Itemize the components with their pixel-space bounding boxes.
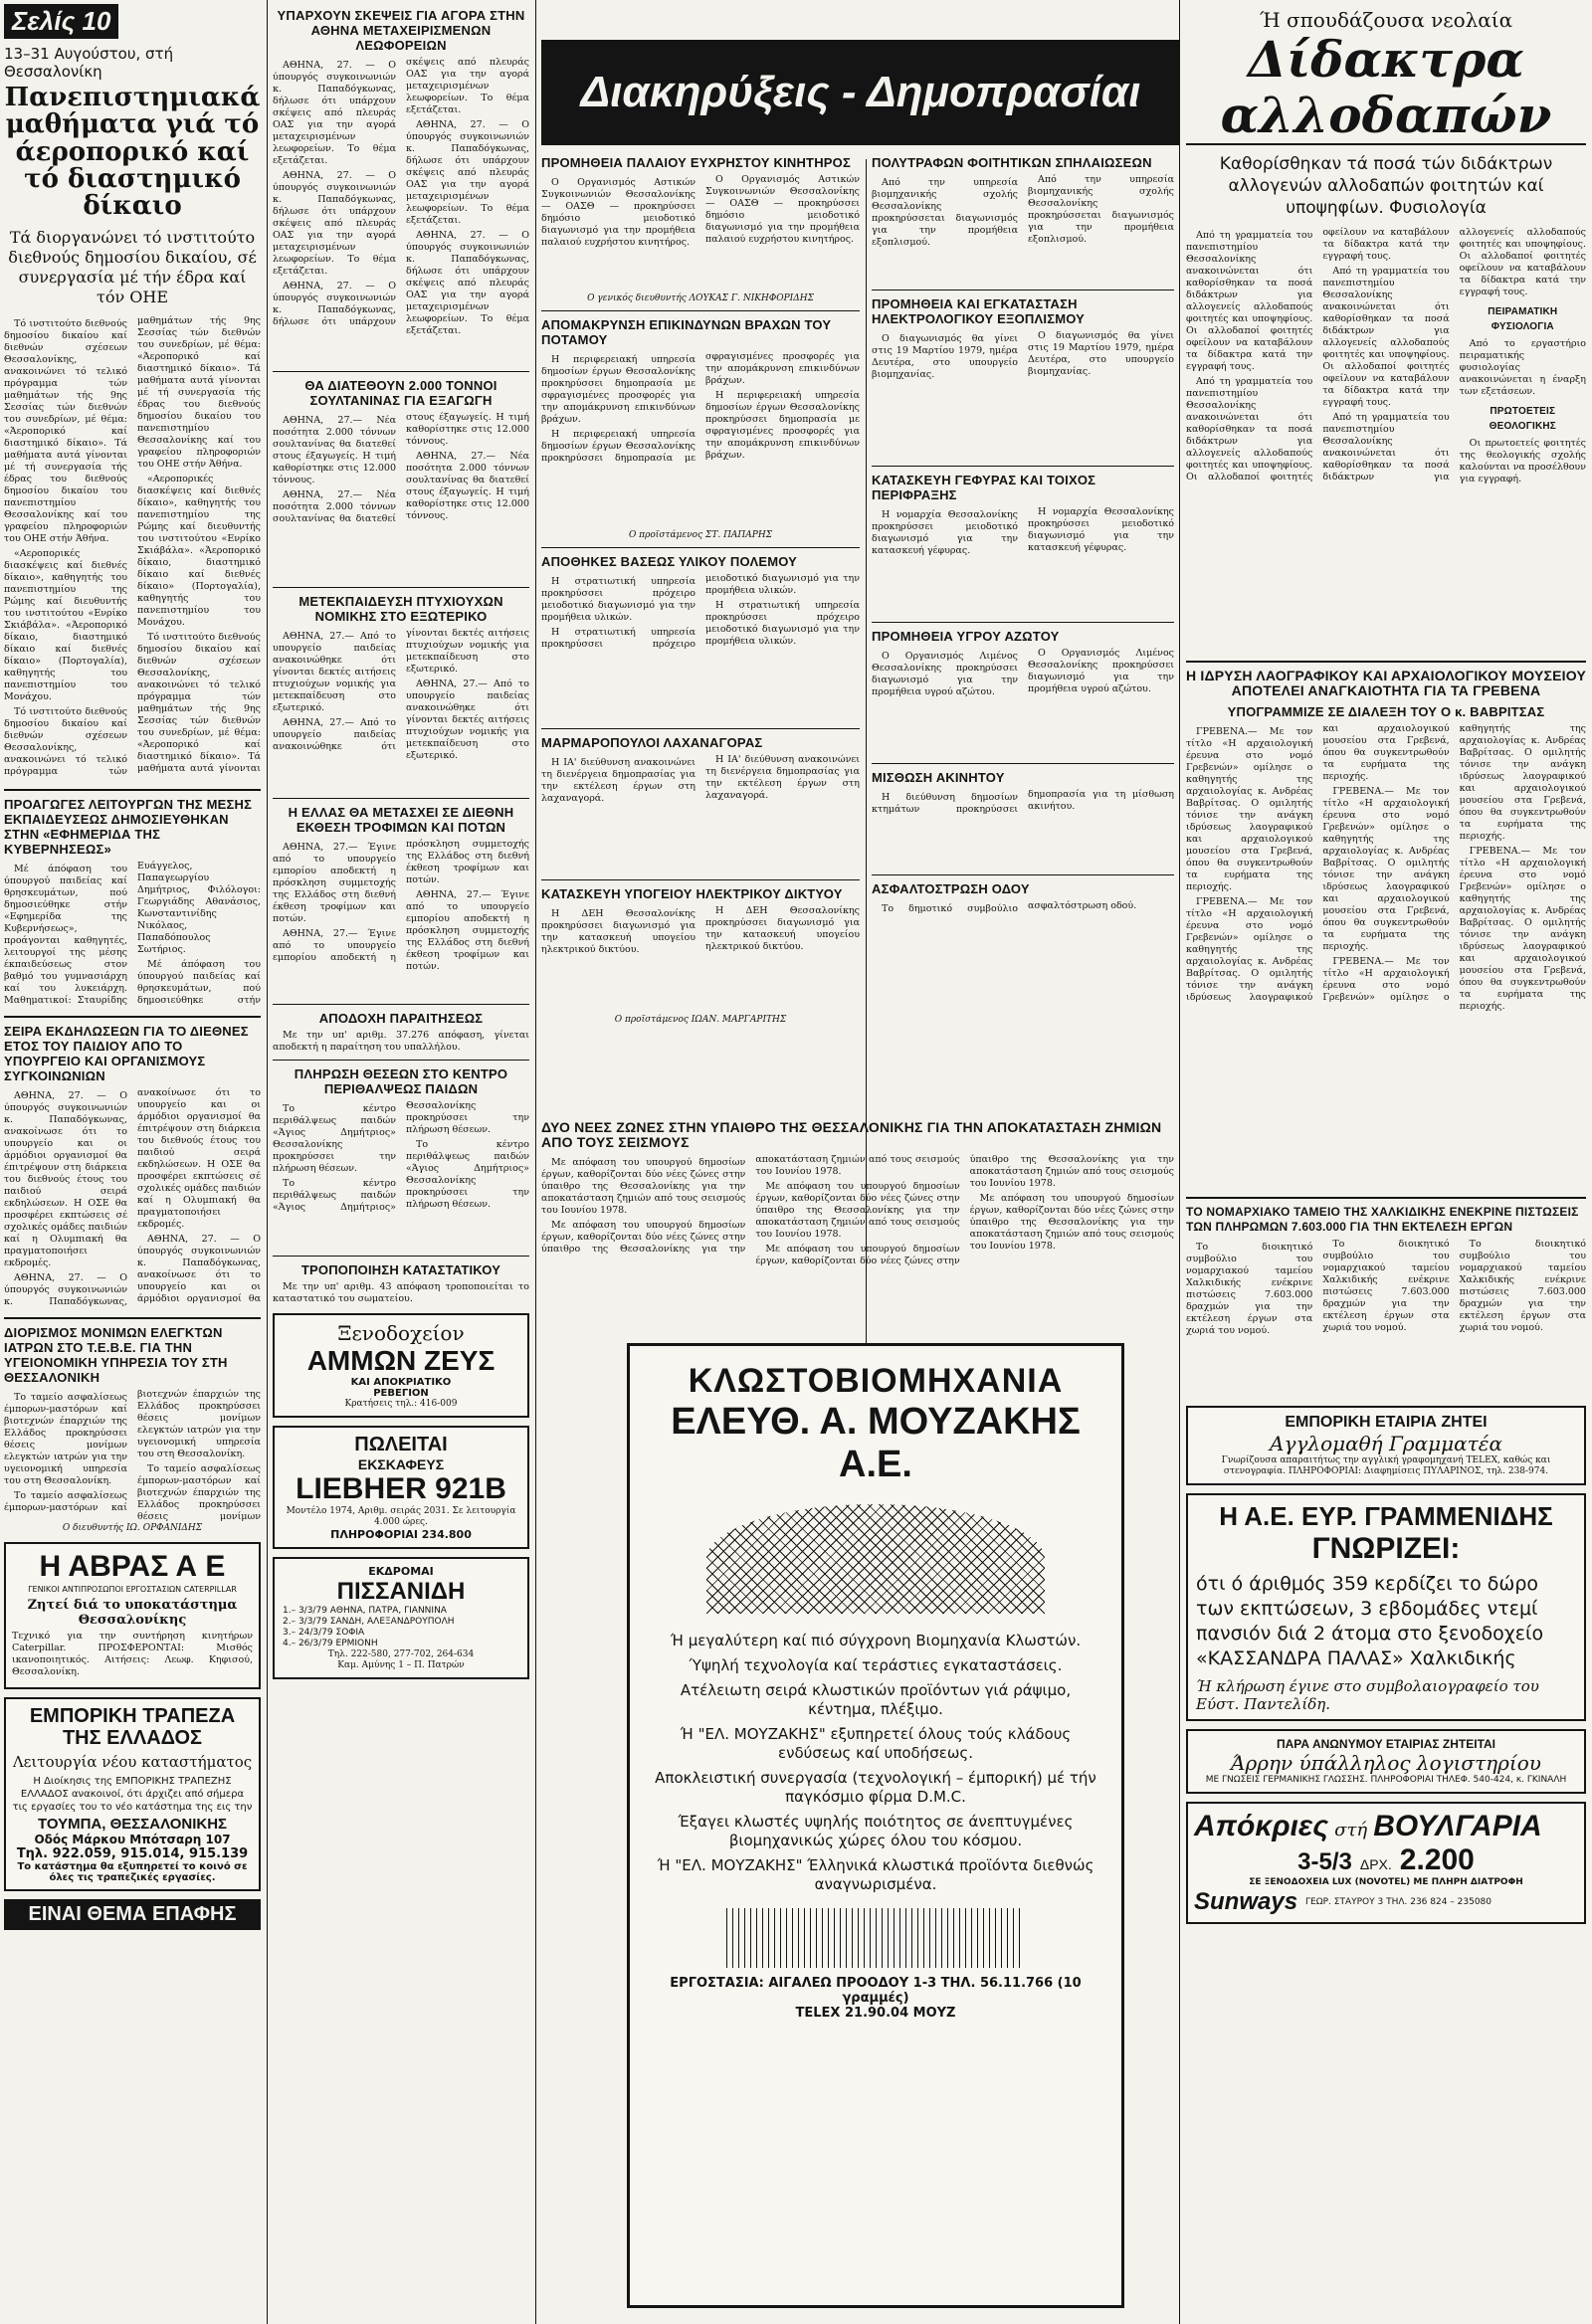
ad-hotel-sub2: ΡΕΒΕΓΙΟΝ (373, 1388, 429, 1399)
paragraph: ΑΘΗΝΑ, 27. — Ο ύπουργός συγκοινωνιών κ. Παπαδόγκωνας, ανακοίνωσε ότι το υπουργείο και οι άρμόδιοι οργανισμοί θα έπιτρέψουν στη διάρκεια του διεθνούς έτους του παιδιού σειρά εκδηλώσεων. Η ΟΣΕ θα προσφέρει εκπτώσεις σέ σχολικές ομάδες παιδιών καί η Ολυμπιακή θα πραγματοποιήσει εκδρομές. (4, 1087, 261, 1308)
tender-heading: ΑΠΟΘΗΚΕΣ ΒΑΣΕΩΣ ΥΛΙΚΟΥ ΠΟΛΕΜΟΥ (541, 554, 798, 569)
ad-hotel-ammon (273, 1313, 529, 1418)
paragraph: ΑΘΗΝΑ, 27. — Ο ύπουργός συγκοινωνιών κ. Παπαδόγκωνας, ανακοίνωσε ότι το υπουργείο και οι άρμόδιοι οργανισμοί θα έπιτρέψουν στη διάρκεια του διεθνούς έτους του παιδιού σειρά εκδηλώσεων. Η ΟΣΕ θα προσφέρει εκπτώσεις σέ σχολικές ομάδες παιδιών καί η Ολυμπιακή θα πραγματοποιήσει εκδρομές. (4, 1090, 127, 1269)
ad-accountant (1186, 1729, 1586, 1794)
paragraph: Η ΔΕΗ Θεσσαλονίκης προκηρύσσει διαγωνισμό για την κατασκευή υπογείου ηλεκτρικού δικτύου. (705, 905, 860, 952)
paragraph: Η νομαρχία Θεσσαλονίκης προκηρύσσει μειοδοτικό διαγωνισμό για την κατασκευή γέφυρας. (872, 509, 1018, 556)
paragraph: Από τη γραμματεία του πανεπιστημίου Θεσσαλονίκης ανακοινώνεται ότι καθορίσθηκαν τα ποσά διδάκτρων για αλλογενείς αλλοδαπούς φοιτητές και υποψηφίους. Οι αλλοδαποί φοιτητές οφείλουν να καταβάλουν τα δίδακτρα κατά την εγγραφή τους. (1322, 227, 1586, 483)
ad-mouzakis-title1: ΚΛΩΣΤΟΒΙΟΜΗΧΑΝΙΑ (688, 1362, 1064, 1400)
tender-heading: ΚΑΤΑΣΚΕΥΗ ΓΕΦΥΡΑΣ ΚΑΙ ΤΟΙΧΟΣ ΠΕΡΙΦΡΑΞΗΣ (872, 473, 1096, 502)
article-resignation-body: Με την υπ' αριθμ. 37.276 απόφαση, γίνεται αποδεκτή η παραίτηση του υπαλλήλου. (273, 1030, 529, 1053)
bullet-item: Ύψηλή τεχνολογία καί τεράστιες εγκαταστάσεις. (689, 1656, 1063, 1674)
ad-accountant-text: ΜΕ ΓΝΩΣΕΙΣ ΓΕΡΜΑΝΙΚΗΣ ΓΛΩΣΣΗΣ. ΠΛΗΡΟΦΟΡΙΑΙ ΤΗΛΕΦ. 540-424, κ. ΓΚΙΝΑΛΗ (1205, 1775, 1567, 1785)
ad-mouzakis (627, 1343, 1124, 2308)
tender-heading: ΚΑΤΑΣΚΕΥΗ ΥΠΟΓΕΙΟΥ ΗΛΕΚΤΡΙΚΟΥ ΔΙΚΤΥΟΥ (541, 886, 843, 901)
ad-bulgaria-contact: ΓΕΩΡ. ΣΤΑΥΡΟΥ 3 ΤΗΛ. 236 824 – 235080 (1305, 1896, 1492, 1907)
ad-secretary (1186, 1406, 1586, 1485)
tender-heading: ΠΡΟΜΗΘΕΙΑ ΚΑΙ ΕΓΚΑΤΑΣΤΑΣΗ ΗΛΕΚΤΡΟΛΟΓΙΚΟΥ ΕΞΟΠΛΙΣΜΟΥ (872, 296, 1086, 326)
paragraph: ΓΡΕΒΕΝΑ.— Με τον τίτλο «Η αρχαιολογική έρευνα στο νομό Γρεβενών» ομίλησε ο καθηγητής της αρχαιολογίας κ. Ανδρέας Βαβρίτσας. Ο ομιλητής τόνισε την ανάγκη ιδρύσεως λαογραφικού και αρχαιολογικού μουσείου στα Γρεβενά, όπου θα συγκεντρωθούν τα ευρήματα της περιοχής. (1322, 786, 1450, 952)
paragraph: Από την υπηρεσία βιομηχανικής σχολής Θεσσαλονίκης προκηρύσσεται διαγωνισμός για την προμήθεια εξοπλισμού. (872, 177, 1018, 248)
paragraph: Ο διαγωνισμός θα γίνει στις 19 Μαρτίου 1979, ημέρα Δευτέρα, στο υπουργείο βιομηχανίας. (872, 333, 1018, 380)
article-sultanina-body (273, 412, 529, 581)
ad-avras-title: Η ΑΒΡΑΣ Α Ε (39, 1550, 226, 1584)
paragraph: Με απόφαση του υπουργού δημοσίων έργων, καθορίζονται δύο νέες ζώνες στην ύπαιθρο της Θεσσαλονίκης για την αποκατάσταση ζημιών από τους σεισμούς του Ιουνίου 1978. (541, 1154, 960, 1255)
paragraph: Το διοικητικό συμβούλιο του νομαρχιακού ταμείου Χαλκιδικής ενέκρινε πιστώσεις 7.603.000 δραχμών για την εκτέλεση έργων στα χωριά του νομού. (1459, 1239, 1586, 1333)
ad-bank-sub: Λειτουργία νέου καταστήματος (12, 1753, 253, 1772)
paragraph: ΑΘΗΝΑ, 27. — Ο ύπουργός συγκοινωνιών κ. Παπαδόγκωνας, δήλωσε ότι υπάρχουν σκέψεις από πλευράς ΟΑΣ για την αγορά μεταχειρισμένων λεωφορείων. Το θέμα εξετάζεται. (273, 60, 396, 166)
ad-grammenidis-closing: Ή κλήρωση έγινε στο συμβολαιογραφείο του Εύστ. Παντελίδη. (1196, 1677, 1539, 1713)
tender-signature: Ο προϊστάμενος ΣΤ. ΠΑΠΑΡΗΣ (628, 530, 773, 540)
paragraph: Η περιφερειακή υπηρεσία δημοσίων έργων Θεσσαλονίκης προκηρύσσει δημοπρασία με σφραγισμένες προσφορές για την απομάκρυνση επικινδύνων βράχων. (705, 390, 860, 461)
article-earthquake-body (541, 1154, 1174, 1323)
page-number-label: Σελίς 10 (4, 4, 118, 39)
ad-bulgaria-price: 2.200 (1399, 1843, 1475, 1876)
tender-body (872, 330, 1174, 460)
paragraph: Με απόφαση του υπουργού δημοσίων έργων, καθορίζονται δύο νέες ζώνες στην ύπαιθρο της Θεσσαλονίκης για την αποκατάσταση ζημιών από τους σεισμούς του Ιουνίου 1978. (755, 1154, 1174, 1266)
paragraph: Η ΙΑ' διεύθυνση ανακοινώνει τη διενέργεια δημοπρασίας για την εκτέλεση έργων στη λαχαναγορά. (541, 757, 696, 804)
tender-heading: ΠΟΛΥΤΡΑΦΩΝ ΦΟΙΤΗΤΙΚΩΝ ΣΠΗΛΑΙΩΣΕΩΝ (872, 155, 1152, 170)
ad-trips-title: ΕΚΔΡΟΜΑΙ (368, 1565, 434, 1578)
paragraph: Με απόφαση του υπουργού δημοσίων έργων, καθορίζονται δύο νέες ζώνες στην ύπαιθρο της Θεσσαλονίκης για την αποκατάσταση ζημιών από τους σεισμούς του Ιουνίου 1978. (541, 1157, 746, 1216)
paragraph: ΑΘΗΝΑ, 27.— Νέα ποσότητα 2.000 τόννων σουλτανίνας θα διατεθεί στους έξαγωγείς. Η τιμή καθορίστηκε στις 12.000 τόννους. (273, 412, 529, 524)
paragraph: Από τη γραμματεία του πανεπιστημίου Θεσσαλονίκης ανακοινώνεται ότι καθορίσθηκαν τα ποσά διδάκτρων για αλλογενείς αλλοδαπούς φοιτητές και υποψηφίους. Οι αλλοδαποί φοιτητές οφείλουν να καταβάλουν τα δίδακτρα κατά την εγγραφή τους. (1186, 230, 1313, 372)
headline-food-expo: Η ΕΛΛΑΣ ΘΑ ΜΕΤΑΣΧΕΙ ΣΕ ΔΙΕΘΝΗ ΕΚΘΕΣΗ ΤΡΟΦΙΜΩΝ ΚΑΙ ΠΟΤΩΝ (288, 805, 514, 835)
paragraph: Το ταμείο ασφαλίσεως έμπορων-μαστόρων καί βιοτεχνών έπαρχιών της Ελλάδος προκηρύσσει θέσεις μονίμων ελεγκτών ιατρών για την υγειονομική υπηρεσία του στη Θεσσαλονίκη. (4, 1392, 127, 1487)
ad-excavator-title: ΠΩΛΕΙΤΑΙ (354, 1434, 448, 1455)
ad-bulgaria-text: ΣΕ ΞΕΝΟΔΟΧΕΙΑ LUX (NOVOTEL) ΜΕ ΠΛΗΡΗ ΔΙΑΤΡΟΦΗ (1249, 1877, 1523, 1887)
column-4 (872, 149, 1174, 915)
ad-bulgaria-footer (1194, 1888, 1578, 1916)
paragraph: Το κέντρο περιθάλψεως παιδών «Άγιος Δημήτριος» Θεσσαλονίκης προκηρύσσει την πλήρωση θέσεων. (406, 1139, 529, 1210)
paragraph: Η ΙΑ' διεύθυνση ανακοινώνει τη διενέργεια δημοπρασίας για την εκτέλεση έργων στη λαχαναγορά. (705, 754, 860, 801)
article-museum-body (1186, 723, 1586, 1191)
article-buses-body (273, 57, 529, 365)
ad-excavator (273, 1426, 529, 1549)
bullet-item: Αποκλειστική συνεργασία (τεχνολογική – έμπορική) μέ τήν παγκόσμιο φίρμα D.M.C. (655, 1769, 1096, 1806)
page-header (4, 4, 261, 39)
paragraph: Η διεύθυνση δημοσίων κτημάτων προκηρύσσει δημοπρασία για τη μίσθωση ακινήτου. (872, 789, 1174, 815)
headline-tuition: Δίδακτρα αλλοδαπών (1186, 32, 1586, 145)
ad-trips-phone: Τηλ. 222-580, 277-702, 264-634 (327, 1649, 475, 1659)
headline-statute: ΤΡΟΠΟΠΟΙΗΣΗ ΚΑΤΑΣΤΑΤΙΚΟΥ (300, 1262, 501, 1277)
tender-heading: ΠΡΟΜΗΘΕΙΑ ΥΓΡΟΥ ΑΖΩΤΟΥ (872, 629, 1060, 644)
headline-promotions: ΠΡΟΑΓΩΓΕΣ ΛΕΙΤΟΥΡΓΩΝ ΤΗΣ ΜΕΣΗΣ ΕΚΠΑΙΔΕΥΣΕΩΣ ΔΗΜΟΣΙΕΥΘΗΚΑΝ ΣΤΗΝ «ΕΦΗΜΕΡΙΔΑ ΤΗΣ ΚΥΒΕΡΝΗΣΕΩΣ» (4, 797, 253, 858)
ad-bank-address: Οδός Μάρκου Μπότσαρη 107 (34, 1833, 231, 1847)
ad-trips-name: ΠΙΣΣΑΝΙΔΗ (336, 1578, 466, 1605)
ad-excavator-text: Μοντέλο 1974, Αριθμ. σειράς 2031. Σε λειτουργία 4.000 ώρες. (286, 1506, 516, 1527)
tender-body (872, 174, 1174, 284)
article-law-graduates-body (273, 628, 529, 792)
article-date: 13–31 Αυγούστου, στή Θεσσαλονίκη (4, 45, 174, 81)
trip-item: 3.– 24/3/79 ΣΟΦΙΑ (283, 1628, 365, 1638)
paragraph: Η περιφερειακή υπηρεσία δημοσίων έργων Θεσσαλονίκης προκηρύσσει δημοπρασία με σφραγισμένες προσφορές για την απομάκρυνση επικινδύνων βράχων. (541, 351, 860, 464)
headline-child-center: ΠΛΗΡΩΣΗ ΘΕΣΕΩΝ ΣΤΟ ΚΕΝΤΡΟ ΠΕΡΙΘΑΛΨΕΩΣ ΠΑΙΔΩΝ (294, 1066, 508, 1096)
tender-heading: ΜΙΣΘΩΣΗ ΑΚΙΝΗΤΟΥ (872, 770, 1005, 785)
paragraph: ΓΡΕΒΕΝΑ.— Με τον τίτλο «Η αρχαιολογική έρευνα στο νομό Γρεβενών» ομίλησε ο καθηγητής της αρχαιολογίας κ. Ανδρέας Βαβρίτσας. Ο ομιλητής τόνισε την ανάγκη ιδρύσεως λαογραφικού και αρχαιολογικού μουσείου στα Γρεβενά, όπου θα συγκεντρωθούν τα ευρήματα της περιοχής. (1322, 723, 1586, 1003)
headline-earthquake: ΔΥΟ ΝΕΕΣ ΖΩΝΕΣ ΣΤΗΝ ΥΠΑΙΘΡΟ ΤΗΣ ΘΕΣΣΑΛΟΝΙΚΗΣ ΓΙΑ ΤΗΝ ΑΠΟΚΑΤΑΣΤΑΣΗ ΖΗΜΙΩΝ ΑΠΟ ΤΟΥΣ ΣΕΙΣΜΟΥΣ (541, 1119, 1162, 1150)
ad-bulgaria-dates: 3-5/3 (1297, 1848, 1352, 1875)
ad-secretary-text: Γνωρίζουσα απαραιτήτως την αγγλική γραφομηχανή TELEX, καθώς και στενογραφία. ΠΛΗΡΟΦΟΡΙΑΙ: Διαφημίσεις ΠΥΛΑΡΙΝΟΣ, τηλ. 238-974. (1221, 1455, 1551, 1476)
paragraph: Η ΔΕΗ Θεσσαλονίκης προκηρύσσει διαγωνισμό για την κατασκευή υπογείου ηλεκτρικού δικτύου. (541, 908, 696, 955)
paragraph: ΓΡΕΒΕΝΑ.— Με τον τίτλο «Η αρχαιολογική έρευνα στο νομό Γρεβενών» ομίλησε ο καθηγητής της αρχαιολογίας κ. Ανδρέας Βαβρίτσας. Ο ομιλητής τόνισε την ανάγκη ιδρύσεως λαογραφικού και αρχαιολογικού μουσείου στα Γρεβενά, όπου θα συγκεντρωθούν τα ευρήματα της περιοχής. (1459, 846, 1586, 1012)
ad-bank-text: Η Διοίκησις της ΕΜΠΟΡΙΚΗΣ ΤΡΑΠΕΖΗΣ ΕΛΛΑΔΟΣ ανακοινοί, ότι άρχιζει από σήμερα τις εργασίες του το νέο κατάστημα της εις την (12, 1776, 253, 1814)
ad-bank-closing: Το κατάστημα θα εξυπηρετεί το κοινό σε όλες τις τραπεζικές εργασίες. (17, 1861, 248, 1884)
paragraph: ΓΡΕΒΕΝΑ.— Με τον τίτλο «Η αρχαιολογική έρευνα στο νομό Γρεβενών» ομίλησε ο καθηγητής της αρχαιολογίας κ. Ανδρέας Βαβρίτσας. Ο ομιλητής τόνισε την ανάγκη ιδρύσεως λαογραφικού και αρχαιολογικού μουσείου στα Γρεβενά, όπου θα συγκεντρωθούν τα ευρήματα της περιοχής. (1186, 726, 1313, 892)
paragraph: ΓΡΕΒΕΝΑ.— Με τον τίτλο «Η αρχαιολογική έρευνα στο νομό Γρεβενών» ομίλησε ο καθηγητής της αρχαιολογίας κ. Ανδρέας Βαβρίτσας. Ο ομιλητής τόνισε την ανάγκη ιδρύσεως λαογραφικού και αρχαιολογικού μουσείου στα Γρεβενά, όπου θα συγκεντρωθούν τα ευρήματα της περιοχής. (1186, 723, 1450, 1003)
column-5 (1186, 0, 1586, 2324)
paragraph: «Αεροπορικές διασκέψεις καί διεθνές δίκαιο», καθηγητής του πανεπιστημίου της Ρώμης καί διευθυντής του ινστιτούτου «Ενρίκο Σκιάβάλα». «Άεροπορικό δίκαιο, διαστημικό δίκαιο καί διεθνές δίκαιο» (Πορτογαλία), καθηγητής του πανεπιστημίου του Μονάχου. (4, 548, 127, 703)
paragraph: Η στρατιωτική υπηρεσία προκηρύσσει πρόχειρο μειοδοτικό διαγωνισμό για την προμήθεια υλικών. (541, 573, 860, 650)
tender-body (541, 754, 860, 873)
headline-doctors: ΔΙΟΡΙΣΜΟΣ ΜΟΝΙΜΩΝ ΕΛΕΓΚΤΩΝ ΙΑΤΡΩΝ ΣΤΟ Τ.Ε.Β.Ε. ΓΙΑ ΤΗΝ ΥΓΕΙΟΝΟΜΙΚΗ ΥΠΗΡΕΣΙΑ ΤΟΥ ΣΤΗ ΘΕΣΣΑΛΟΝΙΚΗ (4, 1325, 228, 1386)
headline-sultanina: ΘΑ ΔΙΑΤΕΘΟΥΝ 2.000 ΤΟΝΝΟΙ ΣΟΥΛΤΑΝΙΝΑΣ ΓΙΑ ΕΞΑΓΩΓΗ (304, 378, 498, 408)
ad-avras-sub: ΓΕΝΙΚΟΙ ΑΝΤΙΠΡΟΣΩΠΟΙ ΕΡΓΟΣΤΑΣΙΩΝ CATERPILLAR (28, 1585, 237, 1595)
paragraph: Η περιφερειακή υπηρεσία δημοσίων έργων Θεσσαλονίκης προκηρύσσει δημοπρασία με σφραγισμένες προσφορές για την απομάκρυνση επικινδύνων βράχων. (541, 354, 696, 425)
paragraph: Με απόφαση του υπουργού δημοσίων έργων, καθορίζονται δύο νέες ζώνες στην ύπαιθρο της Θεσσαλονίκης για την αποκατάσταση ζημιών από τους σεισμούς του Ιουνίου 1978. (969, 1193, 1174, 1252)
ad-grammenidis-text: ότι ό άριθμός 359 κερδίζει το δώρο των εκπτώσεων, 3 εβδομάδες ντεμί πανσιόν διά 2 άτομα στο ξενοδοχείο «ΚΑΣΣΑΝΔΡΑ ΠΑΛΑΣ» Χαλκιδικής (1196, 1573, 1544, 1669)
paragraph: Η στρατιωτική υπηρεσία προκηρύσσει πρόχειρο μειοδοτικό διαγωνισμό για την προμήθεια υλικών. (705, 600, 860, 647)
ad-accountant-sub: Άρρην ύπάλληλος λογιστηρίου (1231, 1751, 1541, 1775)
paragraph: ΑΘΗΝΑ, 27.— Έγινε από το υπουργείο εμπορίου αποδεκτή η πρόσκληση συμμετοχής της Ελλάδος στη διεθνή έκθεση τροφίμων και ποτών. (273, 839, 529, 963)
paragraph: Το δημοτικό συμβούλιο ασφαλτόστρωση οδού. (882, 900, 1137, 914)
ad-bank-phones: Τηλ. 922.059, 915.014, 915.139 (16, 1846, 249, 1862)
tender-body (872, 900, 1174, 915)
paragraph: ΑΘΗΝΑ, 27. — Ο ύπουργός συγκοινωνιών κ. Παπαδόγκωνας, δήλωσε ότι υπάρχουν σκέψεις από πλευράς ΟΑΣ για την αγορά μεταχειρισμένων λεωφορείων. Το θέμα εξετάζεται. (406, 119, 529, 226)
ad-avras-text: Τεχνικό για την συντήρηση κινητήρων Caterpillar. ΠΡΟΣΦΕΡΟΝΤΑΙ: Μισθός ικανοποιητικός. Αιτήσεις: Λεωφ. Κηφισού, Θεσσαλονίκη. (12, 1631, 253, 1678)
ad-bulgaria-brand: Sunways (1194, 1888, 1298, 1915)
thread-pattern-graphic (726, 1908, 1025, 1968)
article-chalkidiki-body (1186, 1239, 1586, 1398)
ad-excavator-sub: ΕΚΣΚΑΦΕΥΣ (357, 1456, 445, 1472)
ad-trips (273, 1557, 529, 1679)
paragraph: Από τη γραμματεία του πανεπιστημίου Θεσσαλονίκης ανακοινώνεται ότι καθορίσθηκαν τα ποσά διδάκτρων για αλλογενείς αλλοδαπούς φοιτητές και υποψηφίους. Οι αλλοδαποί φοιτητές οφείλουν να καταβάλουν τα δίδακτρα κατά την εγγραφή τους. (1186, 227, 1450, 483)
paragraph: ΑΘΗΝΑ, 27.— Έγινε από το υπουργείο εμπορίου αποδεκτή η πρόσκληση συμμετοχής της Ελλάδος στη διεθνή έκθεση τροφίμων και ποτών. (406, 889, 529, 972)
paragraph: Η νομαρχία Θεσσαλονίκης προκηρύσσει μειοδοτικό διαγωνισμό για την κατασκευή γέφυρας. (1028, 506, 1174, 553)
paragraph: ΑΘΗΝΑ, 27.— Από το υπουργείο παιδείας ανακοινώθηκε ότι γίνονται δεκτές αιτήσεις πτυχιούχων νομικής για μετεκπαίδευση στο εξωτερικό. (406, 678, 529, 761)
paragraph: Με απόφαση του υπουργού δημοσίων έργων, καθορίζονται δύο νέες ζώνες στην ύπαιθρο της Θεσσαλονίκης για την αποκατάσταση ζημιών από τους σεισμούς του Ιουνίου 1978. (755, 1181, 960, 1240)
bullet-item: Ή "ΕΛ. ΜΟΥΖΑΚΗΣ" Έλληνικά κλωστικά προϊόντα διεθνώς αναγνωρισμένα. (657, 1856, 1094, 1893)
paragraph: Τό ινστιτούτο διεθνούς δημοσίου δικαίου καί διεθνών σχέσεων Θεσσαλονίκης, ανακοινώνει τό τελικό πρόγραμμα τών μαθημάτων τής 9ης Σεσσίας τών διεθνών του συνεδρίων, μέ θέμα: «Άεροπορικό καί διαστημικό δίκαιο». Τά μαθήματα αυτά γίνονται μέ τή συνεργασία τής έδρας του διεθνούς δημοσίου δικαίου του πανεπιστημίου Θεσσαλονίκης καί του γραφείου πληροφοριών του ΟΗΕ στήν Άθήνα. (4, 318, 127, 545)
tender-heading: ΠΡΟΜΗΘΕΙΑ ΠΑΛΑΙΟΥ ΕΥΧΡΗΣΤΟΥ ΚΙΝΗΤΗΡΟΣ (541, 155, 851, 170)
headline-museum: Η ΙΔΡΥΣΗ ΛΑΟΓΡΑΦΙΚΟΥ ΚΑΙ ΑΡΧΑΙΟΛΟΓΙΚΟΥ ΜΟΥΣΕΙΟΥ ΑΠΟΤΕΛΕΙ ΑΝΑΓΚΑΙΟΤΗΤΑ ΓΙΑ ΤΑ ΓΡΕΒΕΝΑ (1186, 668, 1586, 698)
ad-hotel-title: Ξενοδοχείον (337, 1321, 465, 1345)
paragraph: Από το εργαστήριο πειραματικής φυσιολογίας ανακοινώνεται η έναρξη των εξετάσεων. (1459, 338, 1586, 397)
ad-mouzakis-bullets (646, 1632, 1105, 1894)
tender-body (872, 789, 1174, 869)
column-1 (4, 0, 261, 2324)
article-statute-body: Με την υπ' αριθμ. 43 απόφαση τροποποιείται το καταστατικό του σωματείου. (273, 1281, 529, 1304)
trip-item: 2.– 3/3/79 ΣΑΝΔΗ, ΑΛΕΞΑΝΔΡΟΥΠΟΛΗ (283, 1617, 455, 1627)
ad-hotel-phone: Κρατήσεις τηλ.: 416-009 (344, 1399, 458, 1409)
paragraph: ΑΘΗΝΑ, 27.— Από το υπουργείο παιδείας ανακοινώθηκε ότι γίνονται δεκτές αιτήσεις πτυχιούχων νομικής για μετεκπαίδευση στο εξωτερικό. (273, 631, 396, 713)
ad-mouzakis-title2: ΕΛΕΥΘ. Α. ΜΟΥΖΑΚΗΣ Α.Ε. (671, 1401, 1081, 1485)
signature: Ο διευθυντής ΙΩ. ΟΡΦΑΝΙΔΗΣ (62, 1523, 203, 1534)
paragraph: Μέ άπόφαση του ύπουργού παιδείας καί θρησκευμάτων, πού δημοσιεύθηκε στήν «Εφημερίδα της Κυβερνήσεως», προάγονται καθηγητές, λειτουργοί της μέσης έκπαιδεύσεως στον βαθμό του γυμνασιάρχη καί του λυκειάρχη. Μαθηματικοί: Σταυρίδης Ευάγγελος, Παπαγεωργίου Δημήτριος, Φιλόλογοι: Γεωργιάδης Αθανάσιος, Κωνσταντινίδης Νικόλαος, Παπαδόπουλος Σωτήριος. (4, 861, 261, 1007)
ad-bank-branch: ΤΟΥΜΠΑ, ΘΕΣΣΑΛΟΝΙΚΗΣ (37, 1816, 228, 1834)
tender-body (541, 573, 860, 722)
paragraph: Ο διαγωνισμός θα γίνει στις 19 Μαρτίου 1979, ημέρα Δευτέρα, στο υπουργείο βιομηχανίας. (1028, 330, 1174, 377)
ad-hotel-sub: ΚΑΙ ΑΠΟΚΡΙΑΤΙΚΟ (350, 1377, 452, 1388)
article-earthquake (541, 1114, 1174, 1333)
paragraph: ΑΘΗΝΑ, 27.— Έγινε από το υπουργείο εμπορίου αποδεκτή η πρόσκληση συμμετοχής της Ελλάδος στη διεθνή έκθεση τροφίμων και ποτών. (273, 842, 396, 924)
column-rule (267, 0, 268, 2324)
ad-trips-list (283, 1606, 519, 1649)
ad-emporiki-bank (4, 1697, 261, 1891)
ad-avras-line: Ζητεί διά το υποκατάστημα Θεσσαλονίκης (27, 1598, 238, 1629)
ad-bulgaria-title1: Απόκριες (1194, 1810, 1329, 1842)
ad-mouzakis-footer1: ΕΡΓΟΣΤΑΣΙΑ: ΑΙΓΑΛΕΩ ΠΡΟΟΔΟΥ 1-3 ΤΗΛ. 56.11.766 (10 γραμμές) (670, 1976, 1082, 2006)
ad-secretary-sub: Αγγλομαθή Γραμματέα (1270, 1432, 1502, 1455)
article-promotions-body (4, 861, 261, 1010)
headline-museum-sub: ΥΠΟΓΡΑΜΜΙΖΕ ΣΕ ΔΙΑΛΕΞΗ ΤΟΥ Ο κ. ΒΑΒΡΙΤΣΑΣ (1227, 704, 1545, 719)
article-tuition-body (1186, 227, 1586, 655)
ad-grammenidis-title2: ΓΝΩΡΙΖΕΙ: (1311, 1532, 1461, 1565)
ad-bank-title: ΕΜΠΟΡΙΚΗ ΤΡΑΠΕΖΑ ΤΗΣ ΕΛΛΑΔΟΣ (29, 1705, 236, 1750)
ad-excavator-model: LIEBHER 921B (296, 1472, 506, 1505)
tender-signature: Ο γενικός διευθυντής ΛΟΥΚΑΣ Γ. ΝΙΚΗΦΟΡΙΔΗΣ (587, 293, 814, 303)
paragraph: Οι πρωτοετείς φοιτητές της θεολογικής σχολής καλούνται να προσέλθουν για εγγραφή. (1459, 438, 1586, 484)
column-3 (541, 149, 860, 1104)
bullet-item: Έξαγει κλωστές υψηλής ποιότητος σε άνεπτυγμένες βιομηχανικώς χώρες όλου του κόσμου. (678, 1813, 1074, 1849)
bullet-item: Ή μεγαλύτερη καί πιό σύγχρονη Βιομηχανία Κλωστών. (670, 1632, 1082, 1649)
paragraph: ΑΘΗΝΑ, 27. — Ο ύπουργός συγκοινωνιών κ. Παπαδόγκωνας, δήλωσε ότι υπάρχουν σκέψεις από πλευράς ΟΑΣ για την αγορά μεταχειρισμένων λεωφορείων. Το θέμα εξετάζεται. (406, 230, 529, 336)
paragraph: ΑΘΗΝΑ, 27.— Νέα ποσότητα 2.000 τόννων σουλτανίνας θα διατεθεί στους έξαγωγείς. Η τιμή καθορίστηκε στις 12.000 τόννους. (406, 451, 529, 521)
paragraph: Ο Οργανισμός Αστικών Συγκοινωνιών Θεσσαλονίκης — ΟΑΣΘ — προκηρύσσει δημόσιο μειοδοτικό διαγωνισμό για την προμήθεια παλαιού ευχρήστου κινητήρος. (541, 177, 696, 248)
headline-buses: ΥΠΑΡΧΟΥΝ ΣΚΕΨΕΙΣ ΓΙΑ ΑΓΟΡΑ ΣΤΗΝ ΑΘΗΝΑ ΜΕΤΑΧΕΙΡΙΣΜΕΝΩΝ ΛΕΩΦΟΡΕΙΩΝ (277, 8, 525, 53)
paragraph: Το ταμείο ασφαλίσεως έμπορων-μαστόρων καί βιοτεχνών έπαρχιών της Ελλάδος προκηρύσσει θέσεις μονίμων ελεγκτών ιατρών για την υγειονομική υπηρεσία του στη Θεσσαλονίκη. (4, 1389, 261, 1514)
tender-body (541, 351, 860, 530)
headline-resignation: ΑΠΟΔΟΧΗ ΠΑΡΑΙΤΗΣΕΩΣ (318, 1011, 484, 1026)
paragraph: Τό ινστιτούτο διεθνούς δημοσίου δικαίου καί διεθνών σχέσεων Θεσσαλονίκης, ανακοινώνει τό τελικό πρόγραμμα τών μαθημάτων τής 9ης Σεσσίας τών διεθνών του συνεδρίων, μέ θέμα: «Άεροπορικό καί διαστημικό δίκαιο». Τά μαθήματα αυτά γίνονται μέ τή συνεργασία τής έδρας του διεθνούς δημοσίου δικαίου του πανεπιστημίου Θεσσαλονίκης καί του γραφείου πληροφοριών του ΟΗΕ στήν Άθήνα. (4, 315, 261, 778)
article-child-center-body (273, 1100, 529, 1250)
headline-child-year: ΣΕΙΡΑ ΕΚΔΗΛΩΣΕΩΝ ΓΙΑ ΤΟ ΔΙΕΘΝΕΣ ΕΤΟΣ ΤΟΥ ΠΑΙΔΙΟΥ ΑΠΟ ΤΟ ΥΠΟΥΡΓΕΙΟ ΚΑΙ ΟΡΓΑΝΙΣΜΟΥΣ ΣΥΓΚΟΙΝΩΝΙΩΝ (4, 1024, 249, 1084)
paragraph: Ο Οργανισμός Αστικών Συγκοινωνιών Θεσσαλονίκης — ΟΑΣΘ — προκηρύσσει δημόσιο μειοδοτικό διαγωνισμό για την προμήθεια παλαιού ευχρήστου κινητήρος. (705, 174, 860, 245)
article-doctors-body (4, 1389, 261, 1523)
trip-item: 4.– 26/3/79 ΕΡΜΙΟΝΗ (283, 1639, 378, 1648)
thread-spool-graphic (706, 1504, 1045, 1614)
ad-hotel-name: ΑΜΜΩΝ ΖΕΥΣ (306, 1345, 496, 1376)
paragraph: Από την υπηρεσία βιομηχανικής σχολής Θεσσαλονίκης προκηρύσσεται διαγωνισμός για την προμήθεια εξοπλισμού. (1028, 174, 1174, 245)
article-child-year-body (4, 1087, 261, 1311)
section-banner-tenders: Διακηρύξεις - Δημοπρασίαι (541, 40, 1180, 145)
headline-aviation-law: Πανεπιστημιακά μαθήματα γιά τό άεροπορικό καί τό διαστημικό δίκαιο (4, 83, 261, 222)
tender-heading: ΑΣΦΑΛΤΟΣΤΡΩΣΗ ΟΔΟΥ (872, 881, 1030, 896)
tender-body (541, 174, 860, 293)
headline-chalkidiki-fund: ΤΟ ΝΟΜΑΡΧΙΑΚΟ ΤΑΜΕΙΟ ΤΗΣ ΧΑΛΚΙΔΙΚΗΣ ΕΝΕΚΡΙΝΕ ΠΙΣΤΩΣΕΙΣ ΤΩΝ ΠΛΗΡΩΜΩΝ 7.603.000 ΓΙΑ ΤΗΝ ΕΚΤΕΛΕΣΗ ΕΡΓΩΝ (1186, 1205, 1579, 1234)
ad-bulgaria-price-row (1194, 1843, 1578, 1877)
article-aviation-law-body (4, 315, 261, 783)
tender-heading: ΜΑΡΜΑΡΟΠΟΥΛΟΙ ΛΑΧΑΝΑΓΟΡΑΣ (541, 735, 763, 750)
paragraph: Η στρατιωτική υπηρεσία προκηρύσσει πρόχειρο μειοδοτικό διαγωνισμό για την προμήθεια υλικών. (541, 576, 696, 623)
ad-bulgaria-title3: ΒΟΥΛΓΑΡΙΑ (1373, 1810, 1542, 1842)
subhead-physiology: ΠΕΙΡΑΜΑΤΙΚΗ ΦΥΣΙΟΛΟΓΙΑ (1488, 306, 1558, 332)
paragraph: Το ταμείο ασφαλίσεως έμπορων-μαστόρων καί βιοτεχνών έπαρχιών της Ελλάδος προκηρύσσει θέσεις μονίμων (137, 1463, 261, 1523)
tender-signature: Ο προϊστάμενος ΙΩΑΝ. ΜΑΡΓΑΡΙΤΗΣ (614, 1015, 787, 1025)
kicker-youth: Ή σπουδάζουσα νεολαία (1259, 8, 1513, 32)
paragraph: Το διοικητικό συμβούλιο του νομαρχιακού ταμείου Χαλκιδικής ενέκρινε πιστώσεις 7.603.000 δραχμών για την εκτέλεση έργων στα χωριά του νομού. (1322, 1239, 1450, 1333)
paragraph: ΑΘΗΝΑ, 27. — Ο ύπουργός συγκοινωνιών κ. Παπαδόγκωνας, δήλωσε ότι υπάρχουν σκέψεις από πλευράς ΟΑΣ για την αγορά μεταχειρισμένων λεωφορείων. Το θέμα εξετάζεται. (273, 170, 396, 277)
tender-body (872, 506, 1174, 616)
ad-accountant-title: ΠΑΡΑ ΑΝΩΝΥΜΟΥ ΕΤΑΙΡΙΑΣ ΖΗΤΕΙΤΑΙ (1276, 1737, 1496, 1751)
ad-bulgaria-price-label: ΔΡΧ. (1359, 1856, 1392, 1872)
subhead-theology: ΠΡΩΤΟΕΤΕΙΣ ΘΕΟΛΟΓΙΚΗΣ (1489, 406, 1556, 432)
ad-bulgaria (1186, 1802, 1586, 1924)
paragraph: Το κέντρο περιθάλψεως παιδών «Άγιος Δημήτριος» Θεσσαλονίκης προκηρύσσει την πλήρωση θέσεων. (273, 1100, 529, 1213)
paragraph: Από τη γραμματεία του πανεπιστημίου Θεσσαλονίκης ανακοινώνεται ότι καθορίσθηκαν τα ποσά διδάκτρων για αλλογενείς αλλοδαπούς φοιτητές και υποψηφίους. Οι αλλοδαποί φοιτητές οφείλουν να καταβάλουν τα δίδακτρα κατά την εγγραφή τους. (1322, 266, 1450, 408)
article-food-expo-body (273, 839, 529, 998)
paragraph: Το κέντρο περιθάλψεως παιδών «Άγιος Δημήτριος» Θεσσαλονίκης προκηρύσσει την πλήρωση θέσεων. (273, 1103, 396, 1174)
paragraph: Μέ άπόφαση του ύπουργού παιδείας καί θρησκευμάτων, πού δημοσιεύθηκε στήν (137, 959, 261, 1007)
paragraph: Το διοικητικό συμβούλιο του νομαρχιακού ταμείου Χαλκιδικής ενέκρινε πιστώσεις 7.603.000 δραχμών για την εκτέλεση έργων στα χωριά του νομού. (1186, 1242, 1313, 1336)
trip-item: 1.– 3/3/79 ΑΘΗΝΑ, ΠΑΤΡΑ, ΓΙΑΝΝΙΝΑ (283, 1606, 447, 1616)
column-rule (535, 0, 536, 2324)
bullet-item: Ατέλειωτη σειρά κλωστικών προϊόντων γιά ράψιμο, κέντημα, πλέξιμο. (680, 1681, 1072, 1718)
tender-heading: ΑΠΟΜΑΚΡΥΝΣΗ ΕΠΙΚΙΝΔΥΝΩΝ ΒΡΑΧΩΝ ΤΟΥ ΠΟΤΑΜΟΥ (541, 317, 832, 347)
ad-trips-address: Καμ. Αμύνης 1 – Π. Πατρών (337, 1660, 465, 1670)
paragraph: ΑΘΗΝΑ, 27.— Από το υπουργείο παιδείας ανακοινώθηκε ότι γίνονται δεκτές αιτήσεις πτυχιούχων νομικής για μετεκπαίδευση στο εξωτερικό. (273, 628, 529, 752)
column-rule (1179, 0, 1180, 2324)
ad-grammenidis (1186, 1493, 1586, 1721)
ad-excavator-phone: ΠΛΗΡΟΦΟΡΙΑΙ 234.800 (330, 1528, 472, 1541)
tender-body (541, 905, 860, 1015)
ad-bulgaria-title2: στή (1334, 1820, 1368, 1840)
ad-bulgaria-header (1194, 1810, 1578, 1843)
column-2 (273, 0, 529, 2324)
tender-body (872, 648, 1174, 757)
bullet-item: Ή "ΕΛ. ΜΟΥΖΑΚΗΣ" εξυπηρετεί όλους τούς κλάδους ενδύσεως καί υποδήσεως. (680, 1725, 1072, 1762)
ad-mouzakis-footer2: TELEX 21.90.04 ΜΟΥΖ (795, 2006, 956, 2021)
paragraph: «Αεροπορικές διασκέψεις καί διεθνές δίκαιο», καθηγητής του πανεπιστημίου της Ρώμης καί διευθυντής του ινστιτούτου «Ενρίκο Σκιάβάλα». «Άεροπορικό δίκαιο, διαστημικό δίκαιο καί διεθνές δίκαιο» (Πορτογαλία), καθηγητής του πανεπιστημίου του Μονάχου. (137, 474, 261, 629)
subheadline-aviation-law: Τά διοργανώνει τό ινστιτούτο διεθνούς δημοσίου δικαίου, σέ συνεργασία μέ τήν έδρα καί τόν ΟΗΕ (8, 228, 257, 307)
ad-grammenidis-title: Η Α.Ε. ΕΥΡ. ΓΡΑΜΜΕΝΙΔΗΣ (1219, 1501, 1553, 1531)
paragraph: ΑΘΗΝΑ, 27.— Νέα ποσότητα 2.000 τόννων σουλτανίνας θα διατεθεί στους έξαγωγείς. Η τιμή καθορίστηκε στις 12.000 τόννους. (273, 415, 396, 485)
paragraph: Ο Οργανισμός Λιμένος Θεσσαλονίκης προκηρύσσει διαγωνισμό για την προμήθεια υγρού αζώτου. (872, 651, 1018, 697)
ad-secretary-title: ΕΜΠΟΡΙΚΗ ΕΤΑΙΡΙΑ ΖΗΤΕΙ (1285, 1414, 1488, 1431)
ad-banner-epafis: ΕΙΝΑΙ ΘΕΜΑ ΕΠΑΦΗΣ (4, 1899, 261, 1930)
headline-law-graduates: ΜΕΤΕΚΠΑΙΔΕΥΣΗ ΠΤΥΧΙΟΥΧΩΝ ΝΟΜΙΚΗΣ ΣΤΟ ΕΞΩΤΕΡΙΚΟ (298, 594, 503, 624)
paragraph: ΑΘΗΝΑ, 27. — Ο ύπουργός συγκοινωνιών κ. Παπαδόγκωνας, ανακοίνωσε ότι το υπουργείο και οι άρμόδιοι οργανισμοί θα (137, 1234, 261, 1305)
subheadline-tuition: Καθορίσθηκαν τά ποσά τών διδάκτρων αλλογενών αλλοδαπών φοιτητών καί υποψηφίων. Φυσιολογία (1219, 154, 1553, 218)
paragraph: Ο Οργανισμός Λιμένος Θεσσαλονίκης προκηρύσσει διαγωνισμό για την προμήθεια υγρού αζώτου. (1028, 648, 1174, 694)
ad-avras (4, 1542, 261, 1689)
paragraph: ΑΘΗΝΑ, 27. — Ο ύπουργός συγκοινωνιών κ. Παπαδόγκωνας, δήλωσε ότι υπάρχουν σκέψεις από πλευράς ΟΑΣ για την αγορά μεταχειρισμένων λεωφορείων. Το θέμα εξετάζεται. (273, 57, 529, 327)
paragraph: Τό ινστιτούτο διεθνούς δημοσίου δικαίου καί διεθνών σχέσεων Θεσσαλονίκης, ανακοινώνει τό τελικό πρόγραμμα τών μαθημάτων τής 9ης Σεσσίας τών διεθνών του συνεδρίων, μέ θέμα: «Άεροπορικό καί διαστημικό δίκαιο». Τά μαθήματα αυτά γίνονται (137, 632, 261, 775)
